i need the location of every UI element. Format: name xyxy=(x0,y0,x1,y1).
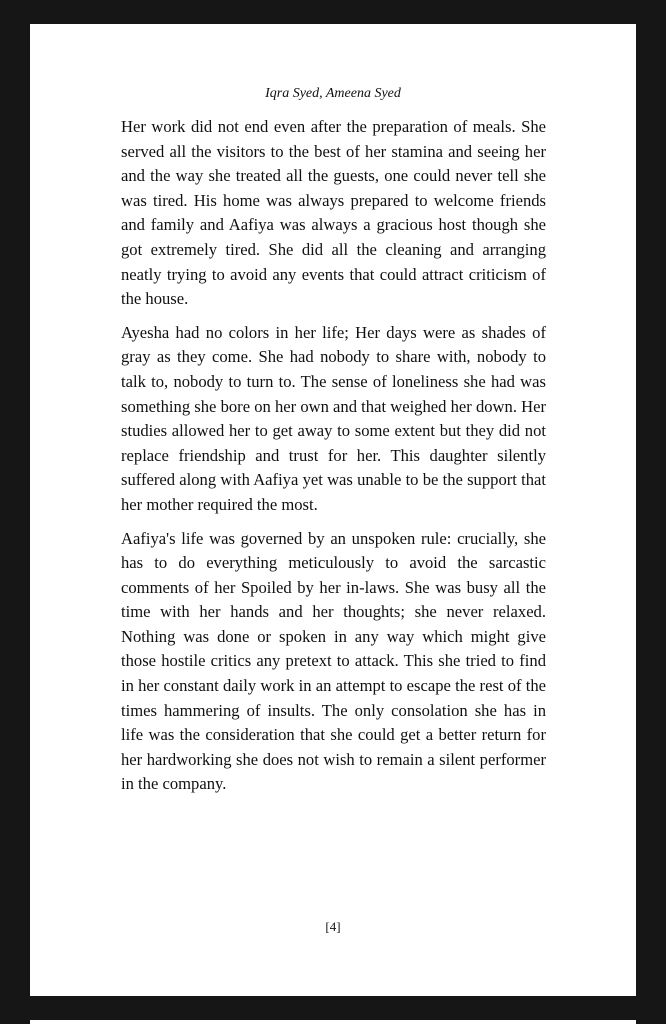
running-header-authors: Iqra Syed, Ameena Syed xyxy=(265,86,401,101)
page-body xyxy=(121,115,546,806)
paragraph-3: Aafiya's life was governed by an unspoken rule: crucially, she has to do everything meticulously to avoid the sarcastic comments of her Spoiled by her in-laws. She was busy all the time with her hands and her thoughts; she never relaxed. Nothing was done or spoken in any way which might give those hostile critics any pretext to attack. This she tried to find in her constant daily work in an attempt to escape the rest of the times hammering of insults. The only consolation she has in life was the consideration that she could get a better return for her hardworking she does not wish to remain a silent performer in the company. xyxy=(121,528,546,794)
next-page-edge xyxy=(30,1020,636,1024)
page-number: [4] xyxy=(325,919,341,934)
paragraph-1: Her work did not end even after the preparation of meals. She served all the visitors to the best of her stamina and seeing her and the way she treated all the guests, one could never tell she was tired. His home was always prepared to welcome friends and family and Aafiya was always a gracious host though she got extremely tired. She did all the cleaning and arranging neatly trying to avoid any events that could attract criticism of the house. xyxy=(121,117,546,309)
paragraph-2: Ayesha had no colors in her life; Her days were as shades of gray as they come. She had nobody to share with, nobody to talk to, nobody to turn to. The sense of loneliness she had was something she bore on her own and that weighed her down. Her studies allowed her to get away to some extent but they did not replace friendship and trust for her. This daughter silently suffered along with Aafiya yet was unable to be the support that her mother required the most. xyxy=(121,322,546,514)
book-page xyxy=(30,24,636,996)
